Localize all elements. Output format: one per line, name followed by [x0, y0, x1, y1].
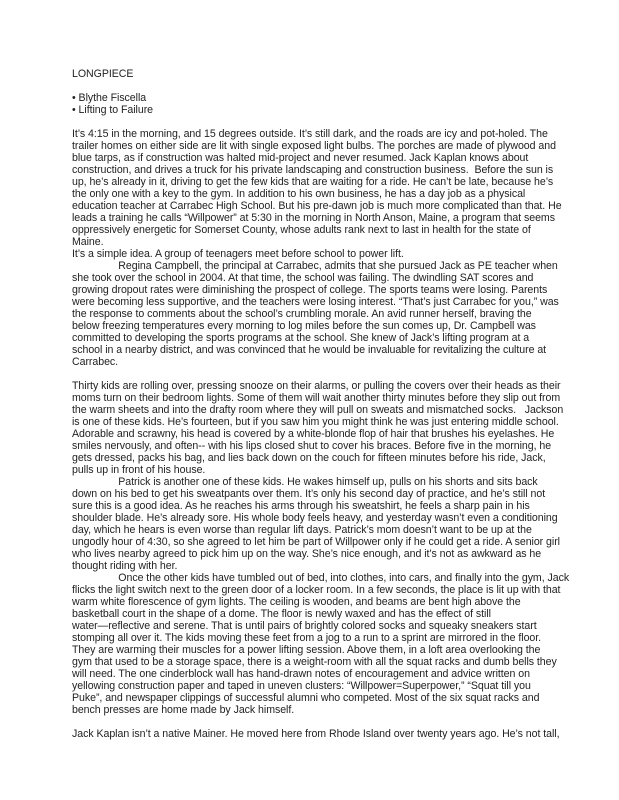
bullet-title: • Lifting to Failure — [72, 104, 154, 116]
text-line: Thirty kids are rolling over, pressing snooze on their alarms, or pulling the covers over their heads as their — [72, 380, 561, 392]
document-body — [72, 68, 572, 740]
text-line: Puke”, and newspaper clippings of successful alumni who competed. Most of the six squat racks and — [72, 692, 540, 704]
text-line: moms turn on their bedroom lights. Some of them will wait another thirty minutes before they slip out from — [72, 392, 561, 404]
text-line: Patrick is another one of these kids. He wakes himself up, pulls on his shorts and sits back — [72, 476, 538, 488]
text-line: school in a nearby district, and was convinced that he would be invaluable for revitalizing the culture at — [72, 344, 547, 356]
text-line: trailer homes on either side are lit with single exposed light bulbs. The porches are made of plywood and — [72, 140, 556, 152]
text-line: below freezing temperatures every morning to log miles before the sun comes up, Dr. Campbell was — [72, 320, 536, 332]
text-line: blue tarps, as if construction was halted mid-project and never resumed. Jack Kaplan knows about — [72, 152, 529, 164]
text-line: the only one with a key to the gym. In addition to his own business, he has a day job as a physical — [72, 188, 526, 200]
text-line: she took over the school in 2004. At that time, the school was failing. The dwindling SAT scores and — [72, 272, 534, 284]
text-line: shoulder blade. He’s already sore. His whole body feels heavy, and yesterday wasn’t even a conditioning — [72, 512, 558, 524]
text-line: leads a training he calls “Willpower” at 5:30 in the morning in North Anson, Maine, a program that seems — [72, 212, 555, 224]
text-line: ungodly hour of 4:30, so she agreed to let him be part of Willpower only if he could get a ride. A senior girl — [72, 536, 560, 548]
text-line: pulls up in front of his house. — [72, 464, 206, 476]
text-line: education teacher at Carrabec High School. But his pre-dawn job is much more complicated than that. He — [72, 200, 562, 212]
spacer — [72, 116, 572, 128]
article-text — [72, 128, 572, 740]
text-line: warm white florescence of gym lights. The ceiling is wooden, and beams are bent high above the — [72, 596, 521, 608]
text-line: oppressively energetic for Somerset County, whose adults rank next to last in health for the state of — [72, 224, 531, 236]
text-line: committed to developing the sports programs at the school. She knew of Jack’s lifting program at a — [72, 332, 530, 344]
text-line: construction, and drives a truck for his private landscaping and construction business. Before the sun is — [72, 164, 554, 176]
text-line: gym that used to be a storage space, there is a weight-room with all the squat racks and dumb bells they — [72, 656, 557, 668]
text-line: is one of these kids. He’s fourteen, but if you saw him you might think he was just entering middle school. — [72, 416, 559, 428]
text-line: Carrabec. — [72, 356, 119, 368]
text-line: will need. The one cinderblock wall has hand-drawn notes of encouragement and advice written on — [72, 668, 530, 680]
text-line: It’s a simple idea. A group of teenagers meet before school to power lift. — [72, 248, 404, 260]
text-line: water—reflective and serene. That is until pairs of brightly colored socks and squeaky sneakers start — [72, 620, 537, 632]
text-line: sure this is a good idea. As he reaches his arms through his sweatshirt, he feels a sharp pain in his — [72, 500, 530, 512]
text-line: stomping all over it. The kids moving these feet from a jog to a run to a sprint are mirrored in the floor. — [72, 632, 542, 644]
text-line: yellowing construction paper and taped in uneven clusters: “Willpower=Superpower,” “Squat till you — [72, 680, 531, 692]
text-line: day, which he hears is even worse than regular lift days. Patrick’s mom doesn’t want to be up at the — [72, 524, 532, 536]
text-line: who lives nearby agreed to pick him up on the way. She’s nice enough, and it’s not as awkward as he — [72, 548, 542, 560]
paragraph — [72, 380, 572, 716]
paragraph-spacer — [72, 716, 572, 728]
text-line: the response to comments about the school’s crumbling morale. An avid runner herself, braving the — [72, 308, 532, 320]
text-line: They are warming their muscles for a power lifting session. Above them, in a loft area overlooking the — [72, 644, 541, 656]
text-line: growing dropout rates were diminishing the prospect of college. The sports teams were losing. Parents — [72, 284, 548, 296]
document-heading: LONGPIECE — [72, 68, 134, 80]
text-line: smiles nervously, and often-- with his lips closed shut to cover his braces. Before five in the morning, he — [72, 440, 552, 452]
byline-list — [72, 92, 572, 116]
text-line: the warm sheets and into the drafty room where they will pull on sweats and mismatched socks. Jackson — [72, 404, 564, 416]
text-line: Regina Campbell, the principal at Carrabec, admits that she pursued Jack as PE teacher when — [72, 260, 558, 272]
paragraph-spacer — [72, 368, 572, 380]
text-line: were becoming less supportive, and the teachers were losing interest. “That’s just Carrabec for you,” was — [72, 296, 559, 308]
text-line: thought riding with her. — [72, 560, 178, 572]
text-line: It’s 4:15 in the morning, and 15 degrees outside. It’s still dark, and the roads are icy and pot-holed. The — [72, 128, 548, 140]
text-line: down on his bed to get his sweatpants over them. It’s only his second day of practice, and he’s still not — [72, 488, 546, 500]
text-line: Adorable and scrawny, his head is covered by a white-blonde flop of hair that brushes his eyelashes. He — [72, 428, 555, 440]
text-line: gets dressed, packs his bag, and lies back down on the couch for fifteen minutes before his ride, Jack, — [72, 452, 546, 464]
text-line: Once the other kids have tumbled out of bed, into clothes, into cars, and finally into the gym, Jack — [72, 572, 570, 584]
text-line: basketball court in the shape of a dome. The floor is newly waxed and has the effect of still — [72, 608, 491, 620]
bullet-author: • Blythe Fiscella — [72, 92, 147, 104]
paragraph — [72, 128, 572, 368]
text-line: flicks the light switch next to the green door of a locker room. In a few seconds, the place is lit up with that — [72, 584, 561, 596]
text-line: Maine. — [72, 236, 104, 248]
text-line: Jack Kaplan isn’t a native Mainer. He moved here from Rhode Island over twenty years ago. He’s not tall, — [72, 728, 560, 740]
paragraph — [72, 728, 572, 740]
text-line: up, he’s already in it, driving to get the few kids that are waiting for a ride. He can’t be late, because he’s — [72, 176, 554, 188]
text-line: bench presses are home made by Jack himself. — [72, 704, 295, 716]
